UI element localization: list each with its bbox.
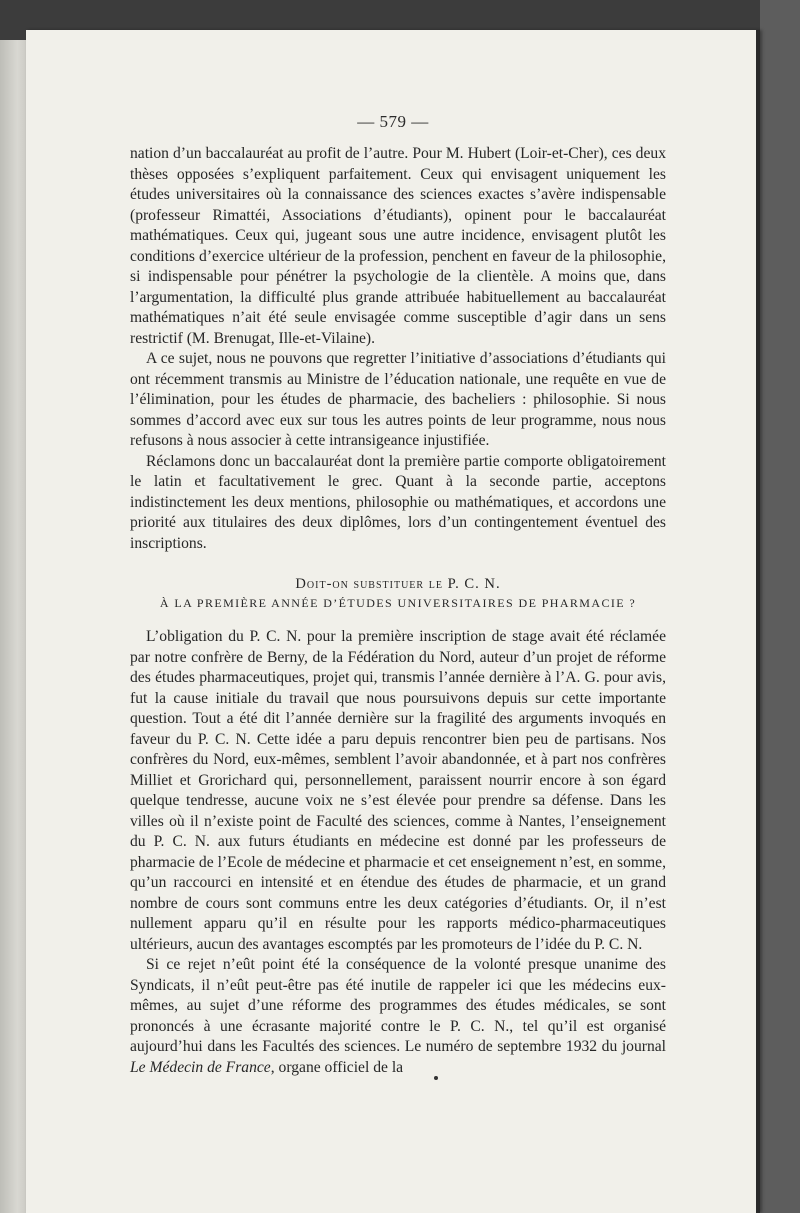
page-number: — 579 — xyxy=(357,112,429,131)
section-subheading: À LA PREMIÈRE ANNÉE D’ÉTUDES UNIVERSITAIRES DE PHARMACIE ? xyxy=(159,596,637,610)
page-body xyxy=(130,144,666,1078)
ink-speck xyxy=(434,1076,438,1080)
paragraph-text-end: , organe officiel de la xyxy=(270,1058,404,1076)
section-heading: Doit-on substituer le P. C. N. xyxy=(295,576,501,592)
paragraph-pcn-rejection xyxy=(130,955,666,1078)
journal-title: Le Médecin de France xyxy=(130,1058,271,1076)
paragraph-baccalaureat-proposal: Réclamons donc un baccalauréat dont la première partie comporte obligatoirement le latin et facultativement le grec. Quant à la seconde partie, acceptons indistinctement les deux mentions, philosophie ou mathématiques, et accordons une priorité aux titulaires des deux diplômes, lors d’un contingentement éventuel des inscriptions. xyxy=(130,452,666,552)
paragraph-text-start: Si ce rejet n’eût point été la conséquence de la volonté presque unanime des Syndicats, il n’eût peut-être pas été inutile de rappeler ici que les médecins eux-mêmes, au sujet d’une réforme des programmes des études médicales, se sont prononcés à une écrasante majorité contre le P. C. N., tel qu’il est organisé aujourd’hui dans les Facultés des sciences. Le numéro de septembre 1932 du journal xyxy=(130,956,666,1055)
scan-background xyxy=(760,0,800,1213)
book-page xyxy=(26,30,760,1213)
paragraph-pcn-obligation: L’obligation du P. C. N. pour la première inscription de stage avait été réclamée par notre confrère de Berny, de la Fédération du Nord, auteur d’un projet de réforme des études pharmaceutiques, projet qui, transmis l’année dernière à l’A. G. pour avis, fut la cause initiale du travail que nous poursuivons depuis sur cette importante question. Tout a été dit l’année dernière sur la fragilité des arguments invoqués en faveur du P. C. N. Cette idée a paru depuis rencontrer bien peu de partisans. Nos confrères du Nord, eux-mêmes, semblent l’avoir abandonnée, et à part nos confrères Milliet et Grorichard qui, personnellement, paraissent nourrir encore à son égard quelque tendresse, aucune voix ne s’est élevée pour prendre sa défense. Dans les villes où il n’existe point de Faculté des sciences, comme à Nantes, l’enseignement du P. C. N. aux futurs étudiants en médecine est donné par les professeurs de pharmacie de l’Ecole de médecine et pharmacie et cet enseignement n’est, en somme, qu’un raccourci en intensité et en étendue des études de pharmacie, et un grand nombre de cours sont communs entre les deux catégories d’étudiants. Or, il n’est nullement apparu qu’il en résulte pour les rapports médico-pharmaceutiques ultérieurs, aucun des avantages escomptés par les promoteurs de l’idée du P. C. N. xyxy=(130,628,666,953)
paragraph-student-associations: A ce sujet, nous ne pouvons que regretter l’initiative d’associations d’étudiants qui ont récemment transmis au Ministre de l’éducation nationale, une requête en vue de l’élimination, pour les études de pharmacie, des bacheliers : philosophie. Si nous sommes d’accord avec eux sur tous les autres points de leur programme, nous nous refusons à nous associer à cette intransigeance injustifiée. xyxy=(130,350,666,449)
paragraph-continuation: nation d’un baccalauréat au profit de l’autre. Pour M. Hubert (Loir-et-Cher), ces deux thèses opposées s’expliquent parfaitement. Ceux qui envisagent uniquement les études universitaires où la connaissance des sciences exactes s’avère indispensable (professeur Rimattéi, Associations d’étudiants), opinent pour le baccalauréat mathématiques. Ceux qui, jugeant sous une autre incidence, envisagent plutôt les conditions d’exercice ultérieur de la profession, penchent en faveur de la philosophie, si indispensable pour pénétrer la psychologie de la clientèle. A moins que, dans l’argumentation, la difficulté plus grande attribuée habituellement au baccalauréat mathématiques n’ait été seule envisagée comme susceptible d’agir dans un sens restrictif (M. Brenugat, Ille-et-Vilaine). xyxy=(130,145,666,347)
